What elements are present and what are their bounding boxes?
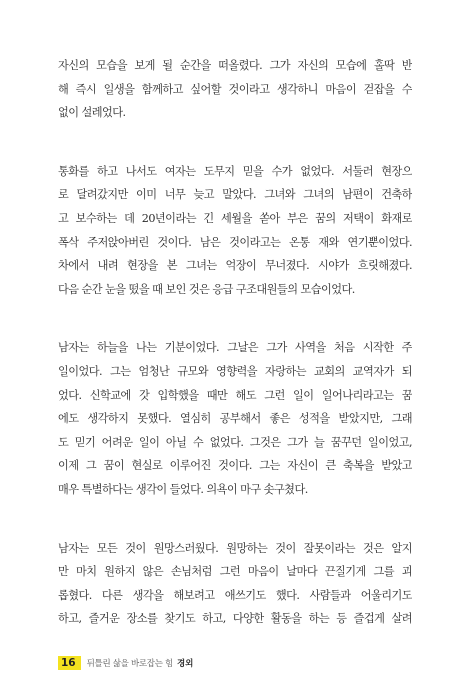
text-line: 하고, 즐거운 장소를 찾기도 하고, 다양한 활동을 하는 등 즐겁게 살려 bbox=[58, 612, 412, 626]
text-line: 다음 순간 눈을 떴을 때 보인 것은 응급 구조대원들의 모습이었다. bbox=[58, 282, 355, 296]
text-line: 롭혔다. 다른 생각을 해보려고 애쓰기도 했다. 사람들과 어울리기도 bbox=[58, 588, 412, 602]
text-line: 자신의 모습을 보게 될 순간을 떠올렸다. 그가 자신의 모습에 홀딱 반 bbox=[58, 59, 412, 72]
paragraph-1 bbox=[58, 54, 412, 125]
text-line: 에도 생각하지 못했다. 열심히 공부해서 좋은 성적을 받았지만, 그래 bbox=[58, 412, 412, 426]
text-line: 남자는 하늘을 나는 기분이었다. 그날은 그가 사역을 처음 시작한 주 bbox=[58, 341, 412, 355]
paragraph-4 bbox=[58, 537, 412, 631]
running-subject: 경외 bbox=[176, 659, 194, 669]
text-line: 없이 설레었다. bbox=[58, 106, 126, 120]
page-footer bbox=[58, 656, 193, 670]
text-line: 이제 그 꿈이 현실로 이루어진 것이다. 그는 자신이 큰 축복을 받았고 bbox=[58, 459, 412, 473]
paragraph-3 bbox=[58, 336, 412, 501]
body-text bbox=[58, 54, 412, 666]
text-line: 고 보수하는 데 20년이라는 긴 세월을 쏟아 부은 꿈의 저택이 화재로 bbox=[58, 211, 412, 225]
text-line: 었다. 신학교에 갓 입학했을 때만 해도 그런 일이 일어나리라고는 꿈 bbox=[58, 388, 412, 402]
paragraph-2 bbox=[58, 160, 412, 302]
running-title: 뒤틀린 삶을 바로잡는 힘 bbox=[86, 659, 173, 669]
text-line: 차에서 내려 현장을 본 그녀는 억장이 무너졌다. 시야가 흐릿해졌다. bbox=[58, 259, 412, 273]
text-line: 도 믿기 어려운 일이 아닐 수 없었다. 그것은 그가 늘 꿈꾸던 일이었고, bbox=[58, 435, 412, 449]
text-line: 로 달려갔지만 이미 너무 늦고 말았다. 그녀와 그녀의 남편이 건축하 bbox=[58, 188, 412, 202]
text-line: 통화를 하고 나서도 여자는 도무지 믿을 수가 없었다. 서둘러 현장으 bbox=[58, 164, 412, 178]
text-line: 일이었다. 그는 엄청난 규모와 영향력을 자랑하는 교회의 교역자가 되 bbox=[58, 364, 412, 378]
text-line: 매우 특별하다는 생각이 들었다. 의욕이 마구 솟구쳤다. bbox=[58, 482, 308, 496]
text-line: 만 마치 원하지 않은 손님처럼 그런 마음이 날마다 끈질기게 그를 괴 bbox=[58, 565, 412, 579]
text-line: 남자는 모든 것이 원망스러웠다. 원망하는 것이 잘못이라는 것은 알지 bbox=[58, 541, 412, 555]
text-line: 폭삭 주저앉아버린 것이다. 남은 것이라고는 온통 재와 연기뿐이었다. bbox=[58, 235, 412, 249]
text-line: 해 즉시 일생을 함께하고 싶어할 것이라고 생각하니 마음이 걷잡을 수 bbox=[58, 82, 412, 96]
page-number: 16 bbox=[58, 656, 81, 670]
